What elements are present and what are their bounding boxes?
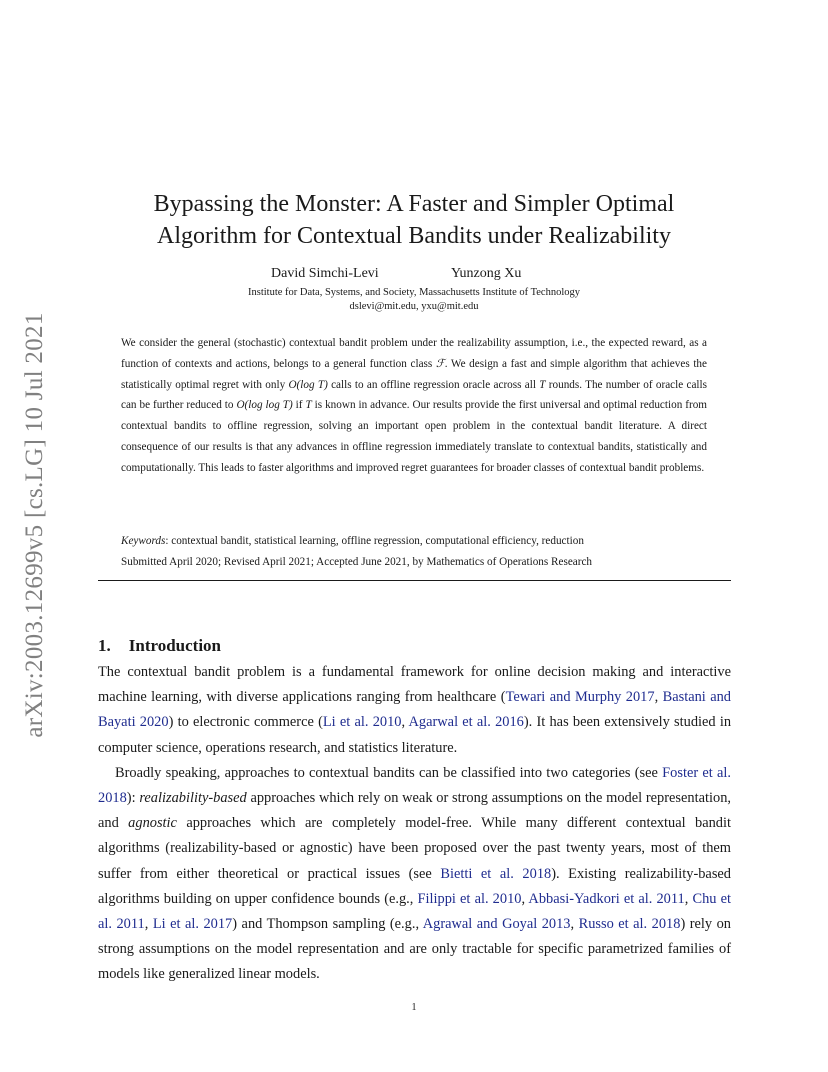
paper-title (98, 188, 730, 252)
section-divider (98, 580, 731, 581)
title-line-1: Bypassing the Monster: A Faster and Simpler Optimal (153, 191, 675, 217)
math-oracle-calls: O(log T) (288, 378, 328, 391)
paragraph: Broadly speaking, approaches to contextual bandits can be classified into two categories (see Foster et al. 2018): realizability-based approaches which rely on weak or strong assumptions on the model representation, and agnostic approaches which are completely model-free. While many different contextual bandit algorithms (realizability-based or agnostic) have been proposed over the past twenty years, most of them suffer from either theoretical or practical issues (see Bietti et al. 2018). Existing realizability-based algorithms building on upper confidence bounds (e.g., Filippi et al. 2010, Abbasi-Yadkori et al. 2011, Chu et al. 2011, Li et al. 2017) and Thompson sampling (e.g., Agrawal and Goyal 2013, Russo et al. 2018) rely on strong assumptions on the model representation and are only tractable for specific parametrized families of models like generalized linear models. (98, 764, 731, 983)
introduction-body (98, 660, 731, 988)
arxiv-identifier: arXiv:2003.12699v5 [cs.LG] 10 Jul 2021 (21, 312, 48, 738)
function-class-symbol: ℱ (435, 357, 445, 370)
submission-history: Submitted April 2020; Revised April 2021; Accepted June 2021, by Mathematics of Operations Research (121, 555, 593, 568)
section-number: 1. (98, 636, 111, 655)
affiliation: Institute for Data, Systems, and Society, Massachusetts Institute of Technology (247, 287, 580, 298)
math-T: T (539, 378, 546, 391)
citation-link[interactable]: Li et al. 2010 (322, 714, 402, 731)
math-T: T (305, 399, 312, 412)
keywords-block (121, 531, 721, 573)
author-name: David Simchi-Levi (271, 266, 379, 281)
citation-link[interactable]: Filippi et al. 2010 (417, 890, 522, 907)
abstract: We consider the general (stochastic) contextual bandit problem under the realizability assumption, i.e., the expected reward, as a function of contexts and actions, belongs to a general function class ℱ. We design a fast and simple algorithm that achieves the statistically optimal regret with only O(log T) calls to an offline regression oracle across all T rounds. The number of oracle calls can be further reduced to O(log log T) if T is known in advance. Our results provide the first universal and optimal reduction from contextual bandits to offline regression, solving an important open problem in the contextual bandit literature. A direct consequence of our results is that any advances in offline regression immediately translate to contextual bandits, statistically and computationally. This leads to faster algorithms and improved regret guarantees for broader classes of contextual bandit problems. (121, 337, 707, 474)
author-emails: dslevi@mit.edu, yxu@mit.edu (349, 301, 479, 312)
citation-link[interactable]: Li et al. 2017 (152, 916, 233, 933)
citation-link[interactable]: Foster et al. 2018 (98, 764, 731, 807)
keywords-label: Keywords (121, 535, 166, 547)
page-number: 1 (411, 1002, 417, 1013)
paragraph: The contextual bandit problem is a fundamental framework for online decision making and interactive machine learning, with diverse applications ranging from healthcare (Tewari and Murphy 2017, Bastani and Bayati 2020) to electronic commerce (Li et al. 2010, Agarwal et al. 2016). It has been extensively studied in computer science, operations research, and statistics literature. (98, 664, 732, 756)
citation-link[interactable]: Bastani and Bayati 2020 (98, 689, 731, 731)
title-line-2: Algorithm for Contextual Bandits under Realizability (157, 223, 671, 249)
math-oracle-calls-reduced: O(log log T) (236, 399, 293, 412)
citation-link[interactable]: Russo et al. 2018 (578, 916, 681, 933)
arxiv-stamp (10, 290, 60, 760)
citation-link[interactable]: Agrawal and Goyal 2013 (422, 916, 571, 933)
citation-link[interactable]: Tewari and Murphy 2017 (505, 689, 655, 706)
section-title: Introduction (128, 636, 222, 655)
section-heading (98, 636, 221, 656)
citation-link[interactable]: Abbasi-Yadkori et al. 2011 (528, 890, 685, 907)
citation-link[interactable]: Agarwal et al. 2016 (408, 714, 524, 731)
citation-link[interactable]: Bietti et al. 2018 (440, 865, 552, 882)
keywords: Keywords: contextual bandit, statistical learning, offline regression, computational efficiency, reduction (121, 535, 584, 547)
affiliation-block (98, 286, 730, 314)
citation-link[interactable]: Chu et al. 2011 (98, 890, 731, 933)
author-name: Yunzong Xu (451, 266, 522, 281)
